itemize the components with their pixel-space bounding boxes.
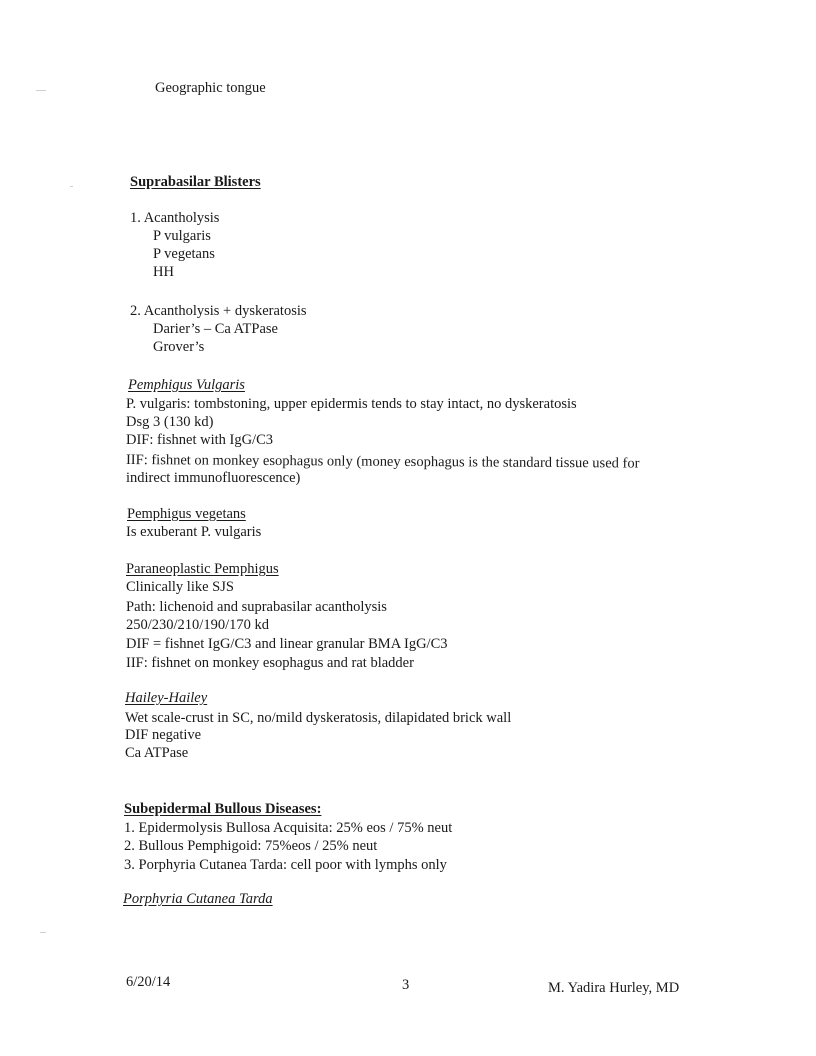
body-line: DIF = fishnet IgG/C3 and linear granular BMA IgG/C3 [126, 636, 448, 652]
body-line: Dsg 3 (130 kd) [126, 414, 214, 430]
list-item: 3. Porphyria Cutanea Tarda: cell poor with lymphs only [124, 857, 447, 873]
body-line: Path: lichenoid and suprabasilar acantholysis [126, 599, 387, 615]
scan-speck [36, 90, 46, 91]
footer-author: M. Yadira Hurley, MD [548, 980, 680, 996]
scan-speck [70, 186, 73, 187]
list-item: 1. Acantholysis [130, 210, 220, 226]
suprabasilar-heading: Suprabasilar Blisters [130, 174, 261, 190]
subepidermal-heading: Subepidermal Bullous Diseases: [124, 801, 322, 817]
footer-date: 6/20/14 [126, 974, 171, 990]
list-item: 2. Acantholysis + dyskeratosis [130, 303, 307, 319]
paraneoplastic-pemphigus-heading: Paraneoplastic Pemphigus [126, 561, 279, 577]
porphyria-cutanea-tarda-heading: Porphyria Cutanea Tarda [123, 891, 273, 907]
body-line: P. vulgaris: tombstoning, upper epidermis tends to stay intact, no dyskeratosis [126, 396, 577, 412]
body-line: Wet scale-crust in SC, no/mild dyskeratosis, dilapidated brick wall [125, 710, 512, 726]
pemphigus-vegetans-heading: Pemphigus vegetans [127, 506, 246, 522]
scan-speck [40, 932, 46, 933]
list-subitem: HH [153, 264, 174, 280]
body-line: indirect immunofluorescence) [126, 470, 301, 486]
list-item: 1. Epidermolysis Bullosa Acquisita: 25% eos / 75% neut [124, 820, 453, 836]
body-line: 250/230/210/190/170 kd [126, 617, 269, 633]
body-line: DIF: fishnet with IgG/C3 [126, 432, 274, 448]
hailey-hailey-heading: Hailey-Hailey [125, 690, 208, 706]
geographic-tongue-text: Geographic tongue [155, 80, 266, 96]
body-line: DIF negative [125, 727, 202, 743]
body-line: Ca ATPase [125, 745, 189, 761]
list-subitem: P vegetans [153, 246, 215, 262]
list-subitem: P vulgaris [153, 228, 211, 244]
list-item: 2. Bullous Pemphigoid: 75%eos / 25% neut [124, 838, 378, 854]
body-line: Is exuberant P. vulgaris [126, 524, 262, 540]
footer-page-number: 3 [402, 977, 410, 993]
body-line: Clinically like SJS [126, 579, 234, 595]
body-line: IIF: fishnet on monkey esophagus only (money esophagus is the standard tissue used for [125, 452, 640, 472]
list-subitem: Grover’s [153, 339, 205, 355]
pemphigus-vulgaris-heading: Pemphigus Vulgaris [128, 377, 245, 393]
list-subitem: Darier’s – Ca ATPase [153, 321, 278, 337]
body-line: IIF: fishnet on monkey esophagus and rat bladder [126, 655, 414, 671]
